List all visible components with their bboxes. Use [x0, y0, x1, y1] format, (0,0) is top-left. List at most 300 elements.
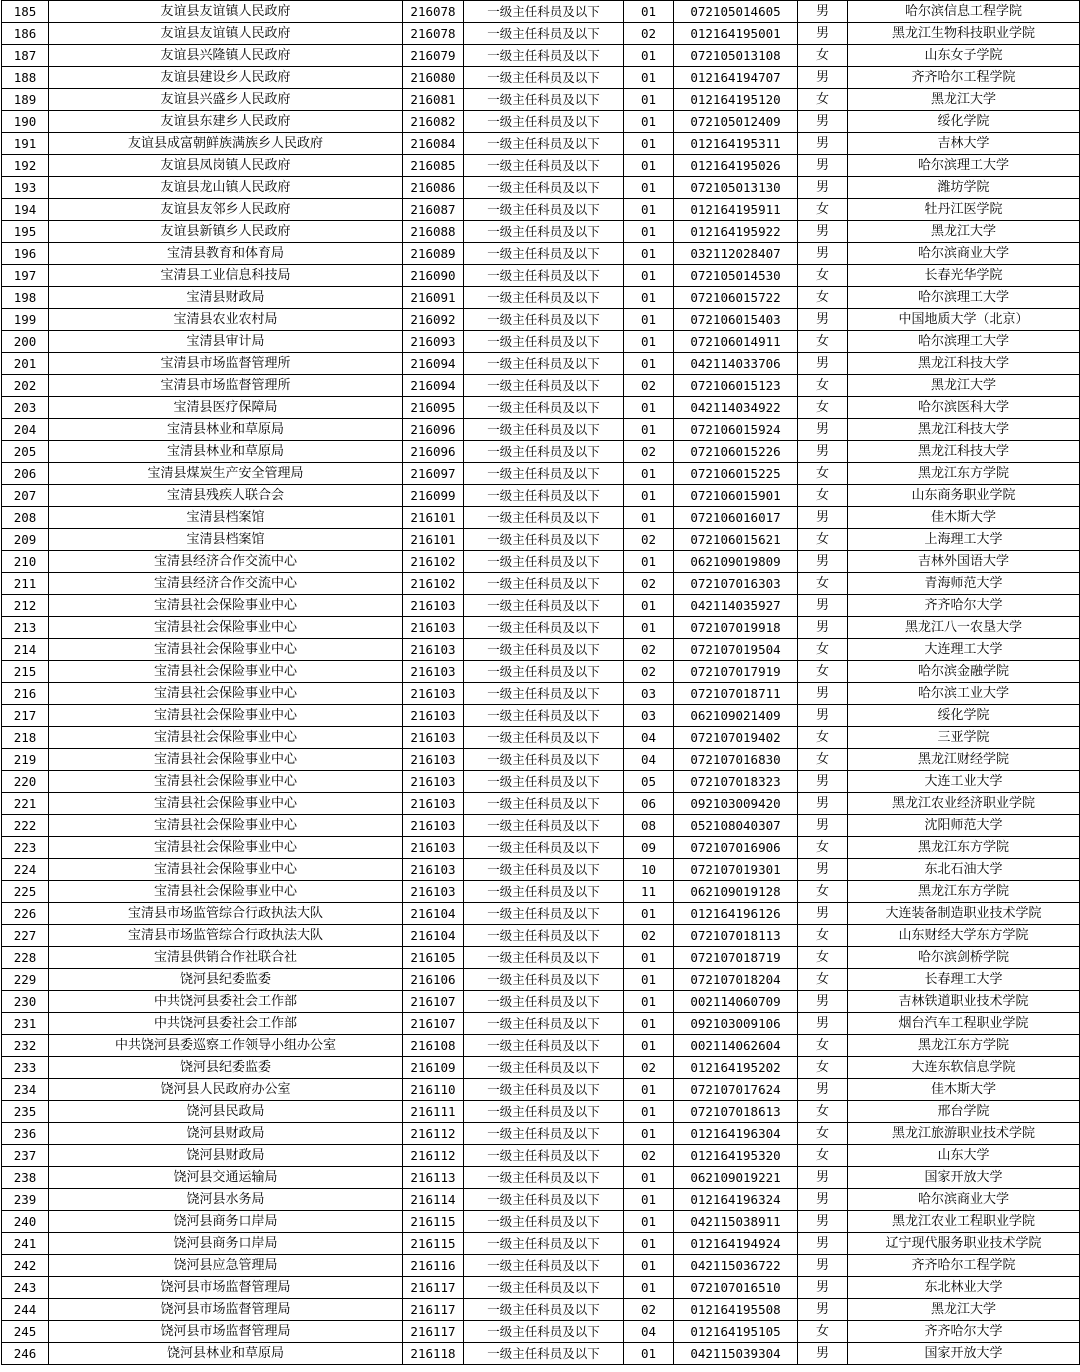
position-code-cell: 216101 — [403, 507, 464, 529]
exam-id-cell: 062109019128 — [674, 881, 798, 903]
position-title-cell: 一级主任科员及以下 — [464, 1321, 624, 1343]
position-code-cell: 216095 — [403, 397, 464, 419]
position-code-cell: 216108 — [403, 1035, 464, 1057]
exam-id-cell: 072106015226 — [674, 441, 798, 463]
position-title-cell: 一级主任科员及以下 — [464, 1057, 624, 1079]
gender-cell: 男 — [798, 309, 848, 331]
school-cell: 哈尔滨医科大学 — [848, 397, 1080, 419]
table-row — [2, 529, 1080, 551]
gender-cell: 女 — [798, 969, 848, 991]
recruit-number-cell: 09 — [624, 837, 674, 859]
school-cell: 绥化学院 — [848, 111, 1080, 133]
row-index-cell: 208 — [2, 507, 49, 529]
exam-id-cell: 072107019504 — [674, 639, 798, 661]
exam-id-cell: 072106015403 — [674, 309, 798, 331]
recruit-number-cell: 01 — [624, 177, 674, 199]
position-title-cell: 一级主任科员及以下 — [464, 1079, 624, 1101]
position-title-cell: 一级主任科员及以下 — [464, 397, 624, 419]
exam-id-cell: 072105012409 — [674, 111, 798, 133]
school-cell: 黑龙江东方学院 — [848, 881, 1080, 903]
row-index-cell: 190 — [2, 111, 49, 133]
exam-id-cell: 052108040307 — [674, 815, 798, 837]
position-title-cell: 一级主任科员及以下 — [464, 353, 624, 375]
department-name-cell: 友谊县友邻乡人民政府 — [49, 199, 403, 221]
gender-cell: 女 — [798, 1145, 848, 1167]
gender-cell: 男 — [798, 793, 848, 815]
school-cell: 吉林大学 — [848, 133, 1080, 155]
gender-cell: 男 — [798, 991, 848, 1013]
school-cell: 黑龙江科技大学 — [848, 419, 1080, 441]
school-cell: 三亚学院 — [848, 727, 1080, 749]
school-cell: 辽宁现代服务职业技术学院 — [848, 1233, 1080, 1255]
table-row — [2, 1101, 1080, 1123]
row-index-cell: 222 — [2, 815, 49, 837]
department-name-cell: 友谊县新镇乡人民政府 — [49, 221, 403, 243]
table-row — [2, 1211, 1080, 1233]
position-code-cell: 216104 — [403, 903, 464, 925]
department-name-cell: 宝清县市场监管综合行政执法大队 — [49, 903, 403, 925]
gender-cell: 男 — [798, 617, 848, 639]
gender-cell: 男 — [798, 859, 848, 881]
position-title-cell: 一级主任科员及以下 — [464, 243, 624, 265]
department-name-cell: 中共饶河县委社会工作部 — [49, 991, 403, 1013]
table-row — [2, 1013, 1080, 1035]
row-index-cell: 188 — [2, 67, 49, 89]
recruit-number-cell: 01 — [624, 947, 674, 969]
recruit-number-cell: 01 — [624, 1211, 674, 1233]
position-title-cell: 一级主任科员及以下 — [464, 991, 624, 1013]
school-cell: 黑龙江大学 — [848, 1299, 1080, 1321]
position-title-cell: 一级主任科员及以下 — [464, 419, 624, 441]
position-title-cell: 一级主任科员及以下 — [464, 1233, 624, 1255]
exam-id-cell: 072107017624 — [674, 1079, 798, 1101]
position-code-cell: 216096 — [403, 441, 464, 463]
recruit-number-cell: 01 — [624, 1189, 674, 1211]
gender-cell: 男 — [798, 67, 848, 89]
recruit-number-cell: 01 — [624, 1233, 674, 1255]
position-code-cell: 216117 — [403, 1277, 464, 1299]
position-code-cell: 216088 — [403, 221, 464, 243]
school-cell: 山东大学 — [848, 1145, 1080, 1167]
position-title-cell: 一级主任科员及以下 — [464, 111, 624, 133]
table-row — [2, 1145, 1080, 1167]
position-code-cell: 216103 — [403, 859, 464, 881]
table-row — [2, 177, 1080, 199]
table-row — [2, 683, 1080, 705]
school-cell: 青海师范大学 — [848, 573, 1080, 595]
row-index-cell: 203 — [2, 397, 49, 419]
exam-id-cell: 072107018613 — [674, 1101, 798, 1123]
table-row — [2, 1299, 1080, 1321]
school-cell: 绥化学院 — [848, 705, 1080, 727]
recruit-number-cell: 01 — [624, 265, 674, 287]
position-code-cell: 216092 — [403, 309, 464, 331]
position-title-cell: 一级主任科员及以下 — [464, 287, 624, 309]
position-title-cell: 一级主任科员及以下 — [464, 309, 624, 331]
exam-id-cell: 062109019221 — [674, 1167, 798, 1189]
position-code-cell: 216086 — [403, 177, 464, 199]
recruit-number-cell: 02 — [624, 925, 674, 947]
table-row — [2, 1277, 1080, 1299]
department-name-cell: 饶河县人民政府办公室 — [49, 1079, 403, 1101]
department-name-cell: 饶河县市场监督管理局 — [49, 1321, 403, 1343]
position-title-cell: 一级主任科员及以下 — [464, 1101, 624, 1123]
department-name-cell: 友谊县成富朝鲜族满族乡人民政府 — [49, 133, 403, 155]
table-row — [2, 441, 1080, 463]
school-cell: 齐齐哈尔大学 — [848, 1321, 1080, 1343]
position-title-cell: 一级主任科员及以下 — [464, 793, 624, 815]
recruit-number-cell: 01 — [624, 991, 674, 1013]
school-cell: 哈尔滨理工大学 — [848, 287, 1080, 309]
exam-id-cell: 072107018113 — [674, 925, 798, 947]
position-title-cell: 一级主任科员及以下 — [464, 507, 624, 529]
school-cell: 吉林铁道职业技术学院 — [848, 991, 1080, 1013]
position-code-cell: 216115 — [403, 1233, 464, 1255]
row-index-cell: 245 — [2, 1321, 49, 1343]
position-code-cell: 216109 — [403, 1057, 464, 1079]
department-name-cell: 友谊县东建乡人民政府 — [49, 111, 403, 133]
school-cell: 山东财经大学东方学院 — [848, 925, 1080, 947]
table-row — [2, 23, 1080, 45]
gender-cell: 男 — [798, 683, 848, 705]
row-index-cell: 186 — [2, 23, 49, 45]
exam-id-cell: 002114060709 — [674, 991, 798, 1013]
row-index-cell: 230 — [2, 991, 49, 1013]
gender-cell: 女 — [798, 463, 848, 485]
exam-id-cell: 062109021409 — [674, 705, 798, 727]
position-code-cell: 216103 — [403, 837, 464, 859]
row-index-cell: 205 — [2, 441, 49, 463]
school-cell: 东北林业大学 — [848, 1277, 1080, 1299]
row-index-cell: 226 — [2, 903, 49, 925]
position-code-cell: 216117 — [403, 1299, 464, 1321]
position-code-cell: 216089 — [403, 243, 464, 265]
position-code-cell: 216105 — [403, 947, 464, 969]
department-name-cell: 饶河县商务口岸局 — [49, 1233, 403, 1255]
gender-cell: 男 — [798, 1299, 848, 1321]
department-name-cell: 宝清县社会保险事业中心 — [49, 815, 403, 837]
gender-cell: 女 — [798, 199, 848, 221]
department-name-cell: 饶河县财政局 — [49, 1123, 403, 1145]
department-name-cell: 宝清县社会保险事业中心 — [49, 595, 403, 617]
department-name-cell: 宝清县林业和草原局 — [49, 441, 403, 463]
exam-id-cell: 072106015123 — [674, 375, 798, 397]
department-name-cell: 宝清县供销合作社联合社 — [49, 947, 403, 969]
recruit-number-cell: 01 — [624, 1343, 674, 1365]
table-row — [2, 309, 1080, 331]
table-row — [2, 331, 1080, 353]
gender-cell: 男 — [798, 1255, 848, 1277]
row-index-cell: 195 — [2, 221, 49, 243]
gender-cell: 女 — [798, 89, 848, 111]
table-row — [2, 221, 1080, 243]
recruit-number-cell: 01 — [624, 67, 674, 89]
row-index-cell: 197 — [2, 265, 49, 287]
school-cell: 黑龙江大学 — [848, 89, 1080, 111]
exam-id-cell: 072106015901 — [674, 485, 798, 507]
table-row — [2, 419, 1080, 441]
position-code-cell: 216091 — [403, 287, 464, 309]
position-title-cell: 一级主任科员及以下 — [464, 485, 624, 507]
recruit-number-cell: 01 — [624, 353, 674, 375]
department-name-cell: 宝清县煤炭生产安全管理局 — [49, 463, 403, 485]
row-index-cell: 213 — [2, 617, 49, 639]
table-row — [2, 661, 1080, 683]
recruit-number-cell: 02 — [624, 1299, 674, 1321]
row-index-cell: 244 — [2, 1299, 49, 1321]
row-index-cell: 221 — [2, 793, 49, 815]
exam-id-cell: 072106014911 — [674, 331, 798, 353]
row-index-cell: 235 — [2, 1101, 49, 1123]
row-index-cell: 204 — [2, 419, 49, 441]
position-code-cell: 216096 — [403, 419, 464, 441]
department-name-cell: 宝清县教育和体育局 — [49, 243, 403, 265]
position-code-cell: 216079 — [403, 45, 464, 67]
position-code-cell: 216084 — [403, 133, 464, 155]
position-title-cell: 一级主任科员及以下 — [464, 1167, 624, 1189]
school-cell: 黑龙江旅游职业技术学院 — [848, 1123, 1080, 1145]
table-row — [2, 265, 1080, 287]
table-row — [2, 89, 1080, 111]
table-row — [2, 1057, 1080, 1079]
row-index-cell: 214 — [2, 639, 49, 661]
school-cell: 黑龙江生物科技职业学院 — [848, 23, 1080, 45]
table-row — [2, 353, 1080, 375]
position-title-cell: 一级主任科员及以下 — [464, 265, 624, 287]
row-index-cell: 241 — [2, 1233, 49, 1255]
gender-cell: 男 — [798, 133, 848, 155]
position-title-cell: 一级主任科员及以下 — [464, 133, 624, 155]
table-row — [2, 881, 1080, 903]
department-name-cell: 饶河县市场监督管理局 — [49, 1277, 403, 1299]
position-code-cell: 216117 — [403, 1321, 464, 1343]
department-name-cell: 友谊县凤岗镇人民政府 — [49, 155, 403, 177]
recruit-number-cell: 01 — [624, 309, 674, 331]
table-row — [2, 595, 1080, 617]
school-cell: 山东女子学院 — [848, 45, 1080, 67]
school-cell: 上海理工大学 — [848, 529, 1080, 551]
position-code-cell: 216103 — [403, 749, 464, 771]
table-row — [2, 1079, 1080, 1101]
position-title-cell: 一级主任科员及以下 — [464, 23, 624, 45]
position-title-cell: 一级主任科员及以下 — [464, 375, 624, 397]
exam-id-cell: 012164195311 — [674, 133, 798, 155]
school-cell: 国家开放大学 — [848, 1343, 1080, 1365]
row-index-cell: 193 — [2, 177, 49, 199]
position-title-cell: 一级主任科员及以下 — [464, 1189, 624, 1211]
department-name-cell: 宝清县市场监管综合行政执法大队 — [49, 925, 403, 947]
department-name-cell: 宝清县社会保险事业中心 — [49, 661, 403, 683]
exam-id-cell: 012164196324 — [674, 1189, 798, 1211]
position-code-cell: 216094 — [403, 375, 464, 397]
position-code-cell: 216082 — [403, 111, 464, 133]
exam-id-cell: 072105014530 — [674, 265, 798, 287]
exam-id-cell: 042115036722 — [674, 1255, 798, 1277]
school-cell: 黑龙江农业经济职业学院 — [848, 793, 1080, 815]
table-row — [2, 1343, 1080, 1365]
position-title-cell: 一级主任科员及以下 — [464, 1343, 624, 1365]
recruit-number-cell: 01 — [624, 133, 674, 155]
exam-id-cell: 042114035927 — [674, 595, 798, 617]
table-row — [2, 507, 1080, 529]
table-row — [2, 793, 1080, 815]
row-index-cell: 198 — [2, 287, 49, 309]
table-row — [2, 925, 1080, 947]
row-index-cell: 187 — [2, 45, 49, 67]
gender-cell: 男 — [798, 771, 848, 793]
row-index-cell: 229 — [2, 969, 49, 991]
department-name-cell: 饶河县应急管理局 — [49, 1255, 403, 1277]
table-row — [2, 573, 1080, 595]
recruit-number-cell: 01 — [624, 419, 674, 441]
table-body — [2, 1, 1080, 1365]
school-cell: 哈尔滨金融学院 — [848, 661, 1080, 683]
school-cell: 黑龙江农业工程职业学院 — [848, 1211, 1080, 1233]
department-name-cell: 友谊县兴盛乡人民政府 — [49, 89, 403, 111]
school-cell: 黑龙江财经学院 — [848, 749, 1080, 771]
table-row — [2, 749, 1080, 771]
table-row — [2, 1321, 1080, 1343]
position-code-cell: 216087 — [403, 199, 464, 221]
row-index-cell: 240 — [2, 1211, 49, 1233]
exam-id-cell: 072107016830 — [674, 749, 798, 771]
position-code-cell: 216103 — [403, 661, 464, 683]
school-cell: 大连工业大学 — [848, 771, 1080, 793]
row-index-cell: 243 — [2, 1277, 49, 1299]
gender-cell: 女 — [798, 1057, 848, 1079]
gender-cell: 男 — [798, 1277, 848, 1299]
recruit-number-cell: 03 — [624, 683, 674, 705]
position-title-cell: 一级主任科员及以下 — [464, 1255, 624, 1277]
position-code-cell: 216090 — [403, 265, 464, 287]
exam-id-cell: 012164195320 — [674, 1145, 798, 1167]
table-row — [2, 771, 1080, 793]
school-cell: 黑龙江科技大学 — [848, 353, 1080, 375]
table-row — [2, 859, 1080, 881]
recruit-number-cell: 02 — [624, 1145, 674, 1167]
exam-id-cell: 012164195202 — [674, 1057, 798, 1079]
position-code-cell: 216115 — [403, 1211, 464, 1233]
table-row — [2, 67, 1080, 89]
gender-cell: 女 — [798, 1123, 848, 1145]
row-index-cell: 194 — [2, 199, 49, 221]
recruit-number-cell: 02 — [624, 1057, 674, 1079]
table-row — [2, 947, 1080, 969]
exam-id-cell: 072105013108 — [674, 45, 798, 67]
table-row — [2, 1233, 1080, 1255]
school-cell: 邢台学院 — [848, 1101, 1080, 1123]
department-name-cell: 友谊县龙山镇人民政府 — [49, 177, 403, 199]
row-index-cell: 237 — [2, 1145, 49, 1167]
recruit-number-cell: 11 — [624, 881, 674, 903]
recruit-number-cell: 02 — [624, 441, 674, 463]
position-title-cell: 一级主任科员及以下 — [464, 837, 624, 859]
exam-id-cell: 072105013130 — [674, 177, 798, 199]
gender-cell: 男 — [798, 1079, 848, 1101]
position-code-cell: 216103 — [403, 639, 464, 661]
position-code-cell: 216114 — [403, 1189, 464, 1211]
recruit-number-cell: 01 — [624, 969, 674, 991]
gender-cell: 女 — [798, 661, 848, 683]
position-code-cell: 216113 — [403, 1167, 464, 1189]
school-cell: 哈尔滨商业大学 — [848, 243, 1080, 265]
row-index-cell: 227 — [2, 925, 49, 947]
school-cell: 齐齐哈尔工程学院 — [848, 1255, 1080, 1277]
school-cell: 黑龙江科技大学 — [848, 441, 1080, 463]
position-code-cell: 216104 — [403, 925, 464, 947]
recruit-number-cell: 01 — [624, 111, 674, 133]
recruit-number-cell: 02 — [624, 661, 674, 683]
gender-cell: 男 — [798, 1343, 848, 1365]
department-name-cell: 饶河县纪委监委 — [49, 969, 403, 991]
school-cell: 黑龙江东方学院 — [848, 463, 1080, 485]
recruit-number-cell: 01 — [624, 1079, 674, 1101]
position-title-cell: 一级主任科员及以下 — [464, 45, 624, 67]
position-title-cell: 一级主任科员及以下 — [464, 815, 624, 837]
department-name-cell: 宝清县档案馆 — [49, 507, 403, 529]
department-name-cell: 饶河县市场监督管理局 — [49, 1299, 403, 1321]
table-row — [2, 991, 1080, 1013]
department-name-cell: 宝清县审计局 — [49, 331, 403, 353]
exam-id-cell: 012164195105 — [674, 1321, 798, 1343]
position-title-cell: 一级主任科员及以下 — [464, 221, 624, 243]
school-cell: 佳木斯大学 — [848, 507, 1080, 529]
position-title-cell: 一级主任科员及以下 — [464, 1299, 624, 1321]
row-index-cell: 239 — [2, 1189, 49, 1211]
department-name-cell: 友谊县兴隆镇人民政府 — [49, 45, 403, 67]
position-code-cell: 216103 — [403, 881, 464, 903]
gender-cell: 男 — [798, 353, 848, 375]
department-name-cell: 饶河县商务口岸局 — [49, 1211, 403, 1233]
position-title-cell: 一级主任科员及以下 — [464, 199, 624, 221]
table-row — [2, 903, 1080, 925]
gender-cell: 女 — [798, 397, 848, 419]
table-row — [2, 1035, 1080, 1057]
recruit-number-cell: 01 — [624, 507, 674, 529]
row-index-cell: 217 — [2, 705, 49, 727]
recruit-number-cell: 01 — [624, 1035, 674, 1057]
row-index-cell: 233 — [2, 1057, 49, 1079]
position-title-cell: 一级主任科员及以下 — [464, 89, 624, 111]
school-cell: 哈尔滨商业大学 — [848, 1189, 1080, 1211]
table-row — [2, 45, 1080, 67]
school-cell: 黑龙江大学 — [848, 221, 1080, 243]
exam-id-cell: 012164195911 — [674, 199, 798, 221]
table-row — [2, 815, 1080, 837]
position-title-cell: 一级主任科员及以下 — [464, 661, 624, 683]
school-cell: 长春理工大学 — [848, 969, 1080, 991]
school-cell: 哈尔滨剑桥学院 — [848, 947, 1080, 969]
exam-id-cell: 012164196126 — [674, 903, 798, 925]
department-name-cell: 宝清县社会保险事业中心 — [49, 837, 403, 859]
exam-id-cell: 012164195508 — [674, 1299, 798, 1321]
recruit-number-cell: 01 — [624, 331, 674, 353]
school-cell: 东北石油大学 — [848, 859, 1080, 881]
school-cell: 山东商务职业学院 — [848, 485, 1080, 507]
recruit-number-cell: 01 — [624, 221, 674, 243]
exam-id-cell: 072107018711 — [674, 683, 798, 705]
position-code-cell: 216116 — [403, 1255, 464, 1277]
gender-cell: 男 — [798, 177, 848, 199]
row-index-cell: 201 — [2, 353, 49, 375]
table-row — [2, 969, 1080, 991]
exam-id-cell: 012164195922 — [674, 221, 798, 243]
exam-id-cell: 012164194707 — [674, 67, 798, 89]
position-code-cell: 216107 — [403, 991, 464, 1013]
position-code-cell: 216112 — [403, 1123, 464, 1145]
department-name-cell: 宝清县经济合作交流中心 — [49, 573, 403, 595]
gender-cell: 男 — [798, 243, 848, 265]
